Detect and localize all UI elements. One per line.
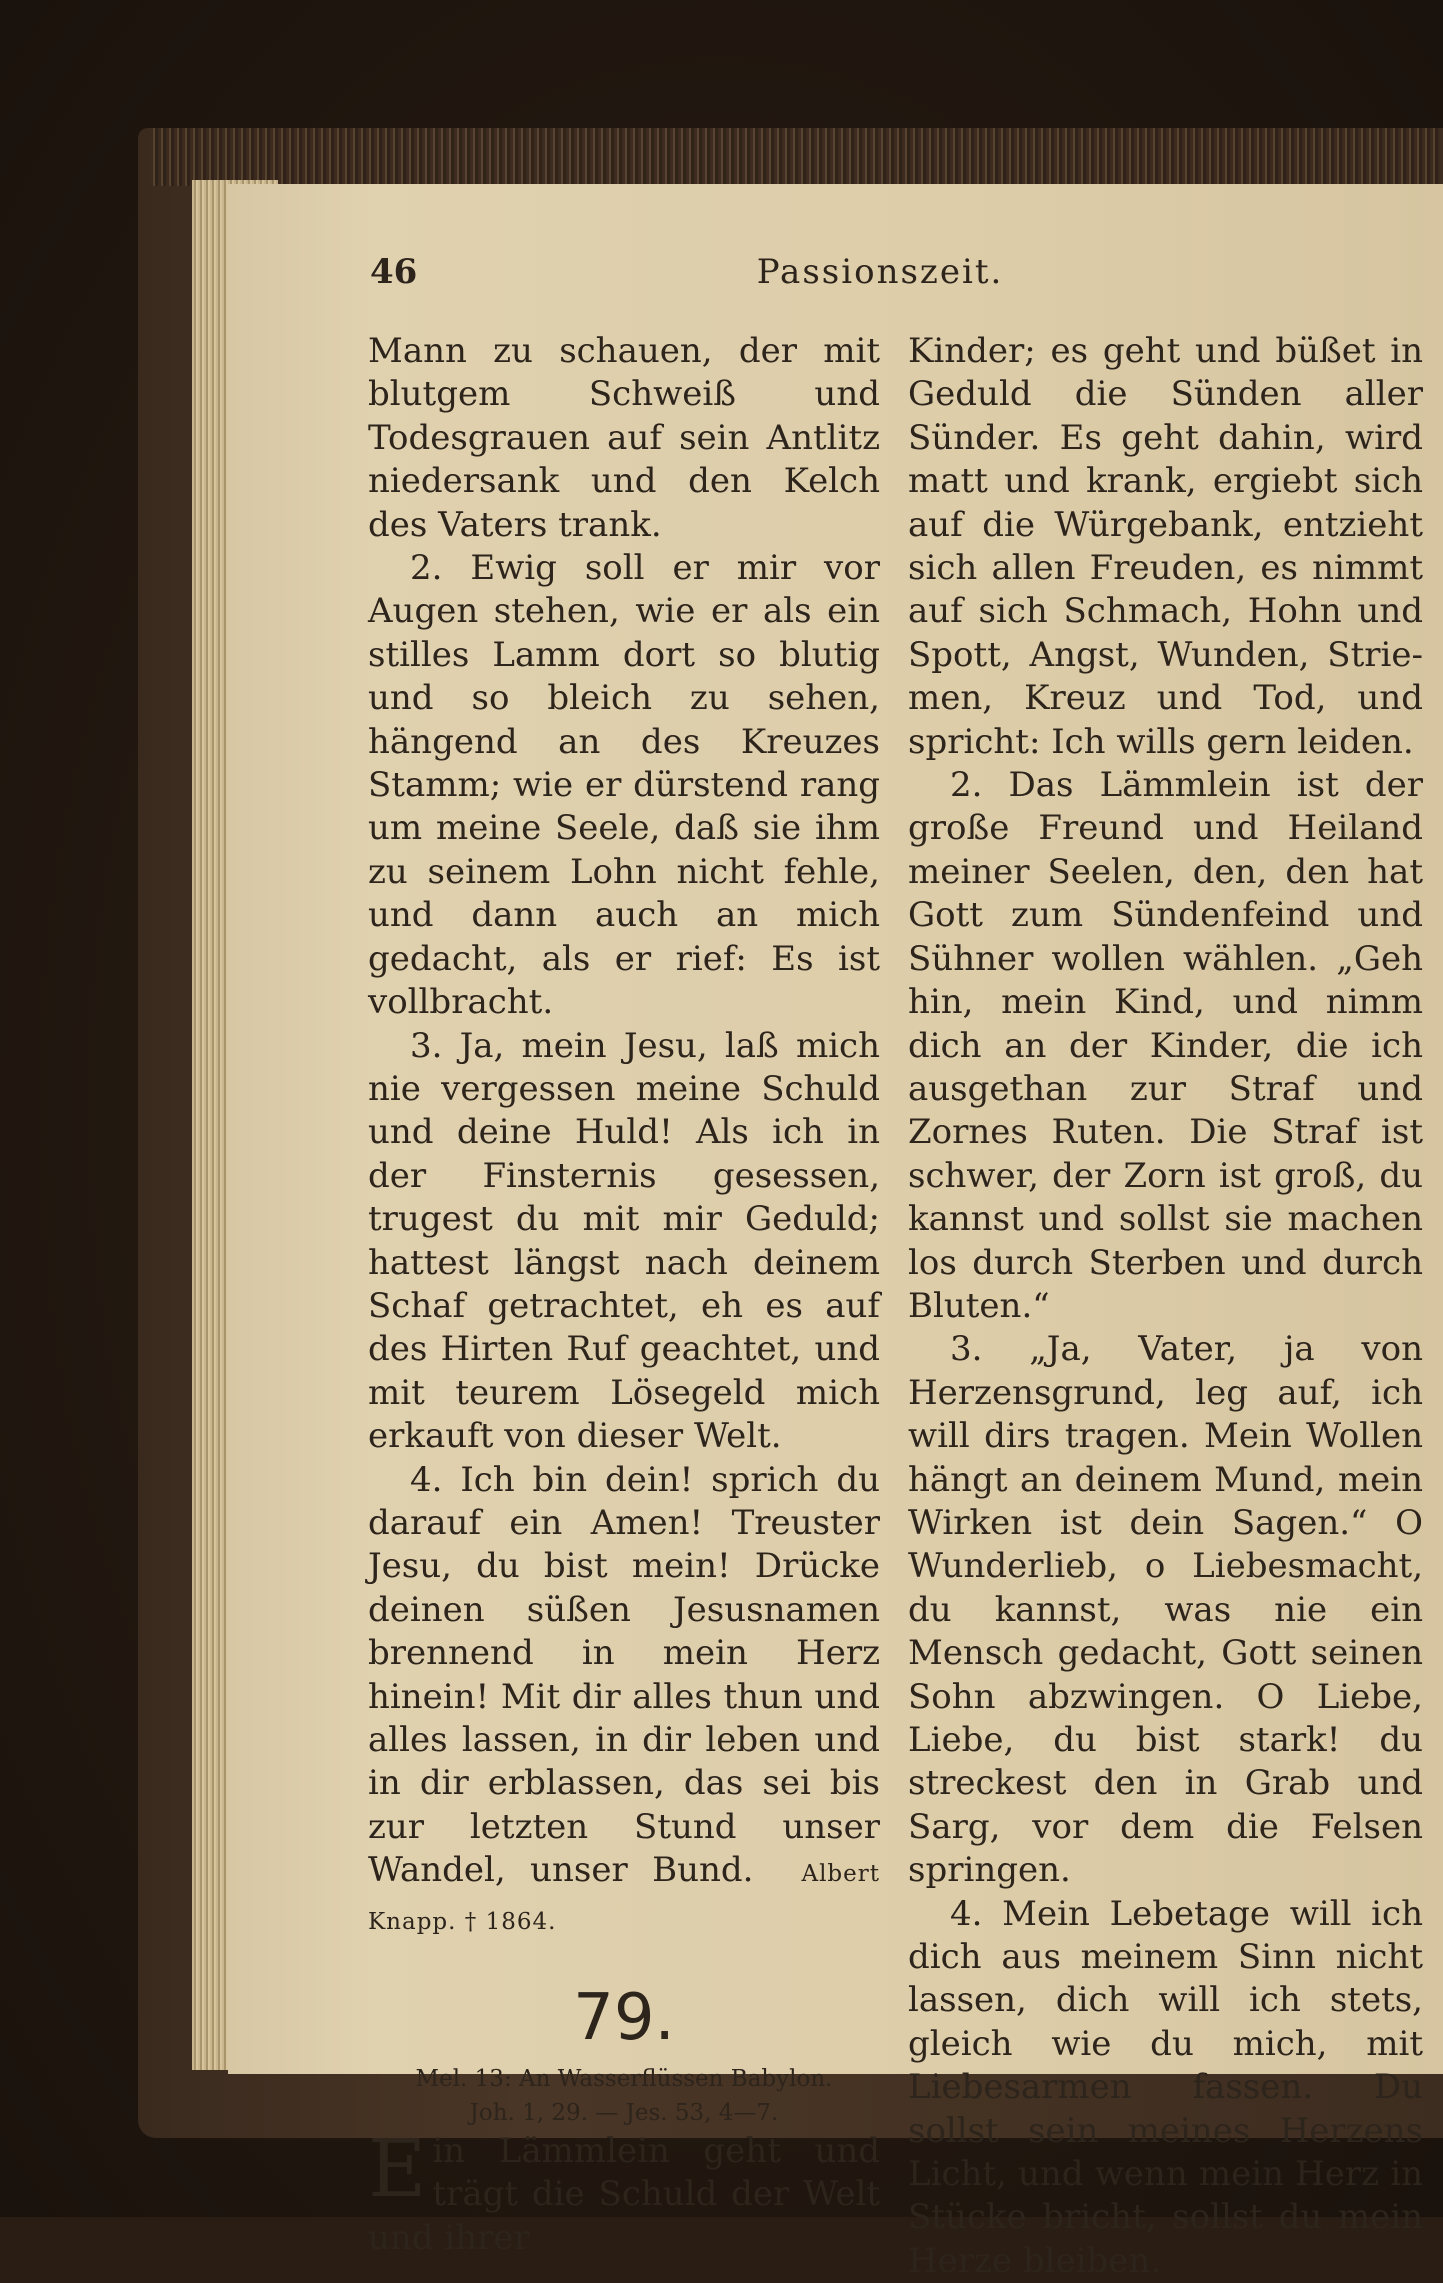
running-head	[370, 252, 1390, 312]
hymn-first-verse-text: in Lämmlein geht und trägt die Schuld der Welt und ihrer	[368, 2131, 880, 2258]
left-paragraph-4	[368, 1459, 880, 1944]
right-column	[908, 330, 1423, 2283]
attribution: Albert Knapp. † 1864.	[368, 1861, 880, 1935]
left-column	[368, 330, 880, 2260]
drop-cap: E	[368, 2122, 427, 2216]
page-number: 46	[370, 252, 418, 292]
scripture-references: Joh. 1, 29. — Jes. 53, 4—7.	[469, 2100, 779, 2127]
hymn-first-verse	[368, 2122, 880, 2260]
left-paragraph-2: 2. Ewig soll er mir vor Augen stehen, wie er als ein stilles Lamm dort so blutig und so bleich zu sehen, hängend an des Kreuzes Stamm; wie er dürstend rang um meine Seele, daß sie ihm zu seinem Lohn nicht fehle, und dann auch an mich gedacht, als er rief: Es ist vollbracht.	[368, 548, 880, 1023]
book-page	[228, 184, 1443, 2281]
right-paragraph-2: 2. Das Lämmlein ist der große Freund und Heiland meiner Seelen, den, den hat Gott zum Sündenfeind und Sühner wollen wählen. „Geh hin, mein Kind, und nimm dich an der Kinder, die ich ausgethan zur Straf und Zornes Ruten. Die Straf ist schwer, der Zorn ist groß, du kannst und sollst sie machen los durch Sterben und durch Bluten.“	[908, 765, 1423, 1326]
running-head-title: Passionszeit.	[756, 252, 1004, 292]
left-paragraph-3: 3. Ja, mein Jesu, laß mich nie vergessen meine Schuld und deine Huld! Als ich in der Finsternis gesessen, trugest du mit mir Geduld; hattest längst nach deinem Schaf getrachtet, eh es auf des Hirten Ruf geachtet, und mit teurem Lösegeld mich erkauft von dieser Welt.	[368, 1025, 880, 1457]
right-paragraph-1: Kinder; es geht und büßet in Geduld die Sünden aller Sünder. Es geht dahin, wird matt und krank, ergiebt sich auf die Würgebank, entzieht sich allen Freuden, es nimmt auf sich Schmach, Hohn und Spott, Angst, Wunden, Striemen, Kreuz und Tod, und spricht: Ich wills gern leiden.	[908, 331, 1423, 762]
right-paragraph-3: 3. „Ja, Vater, ja von Herzensgrund, leg auf, ich will dirs tragen. Mein Wollen hängt an deinem Mund, mein Wirken ist dein Sagen.“ O Wunderlieb, o Liebesmacht, du kannst, was nie ein Mensch gedacht, Gott seinen Sohn abzwingen. O Liebe, Liebe, du bist stark! du streckest den in Grab und Sarg, vor dem die Felsen springen.	[908, 1329, 1423, 1891]
melody-line: Mel. 13: An Wasserflüssen Babylon.	[415, 2066, 833, 2093]
left-paragraph-4-text: 4. Ich bin dein! sprich du darauf ein Amen! Treuster Jesu, du bist mein! Drücke deinen süßen Jesusnamen brennend in mein Herz hinein! Mit dir alles thun und alles lassen, in dir leben und in dir erblassen, das sei bis zur letzten Stund unser Wandel, unser Bund.	[368, 1459, 880, 1891]
book-spine-top	[150, 128, 1440, 186]
left-paragraph-1: Mann zu schauen, der mit blutgem Schweiß und Todesgrauen auf sein Antlitz niedersank und den Kelch des Vaters trank.	[368, 331, 880, 545]
right-paragraph-4: 4. Mein Lebetage will ich dich aus meinem Sinn nicht lassen, dich will ich stets, gleich wie du mich, mit Liebesarmen fassen. Du sollst sein meines Herzens Licht, und wenn mein Herz in Stücke bricht, sollst du mein Herze bleiben.	[908, 1893, 1423, 2281]
hymn-number: 79.	[573, 1981, 675, 2056]
